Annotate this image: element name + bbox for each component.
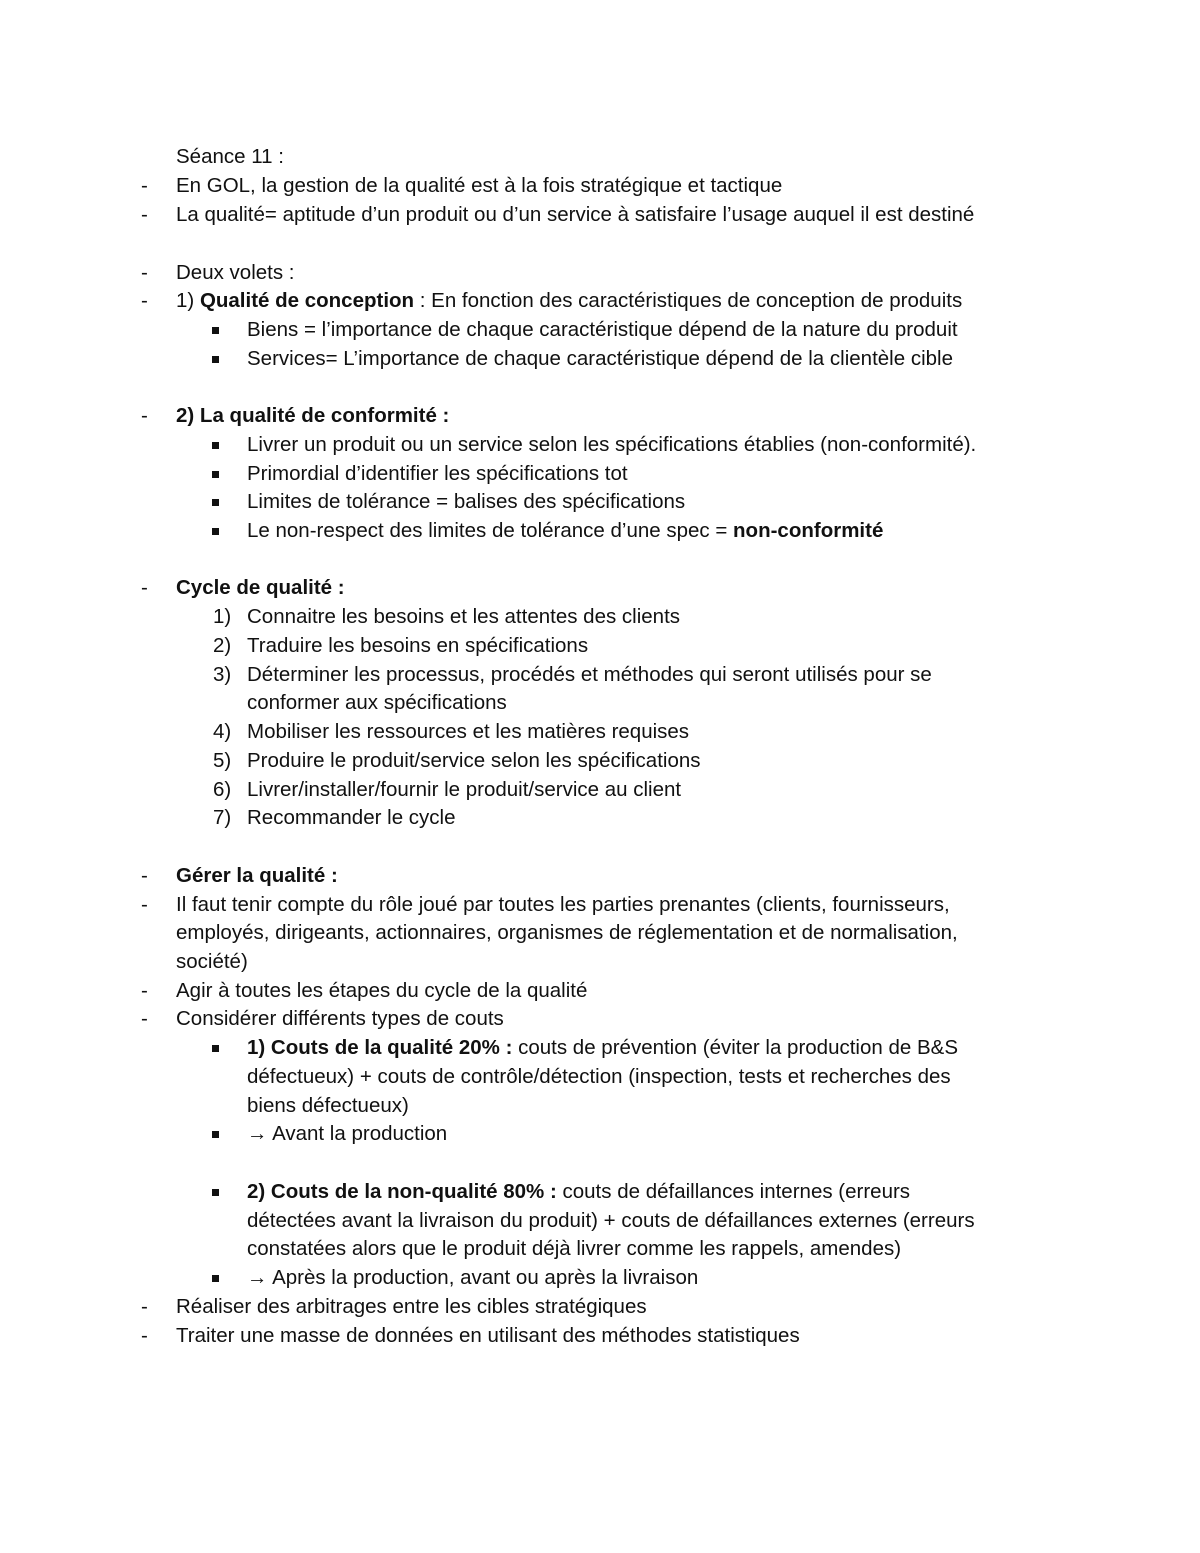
list-item: [0, 286, 1200, 315]
line-text: Connaitre les besoins et les attentes des clients: [247, 605, 681, 628]
list-item: [0, 1033, 1200, 1062]
list-item-continuation: [0, 947, 1200, 976]
line-text: Traiter une masse de données en utilisant des méthodes statistiques: [176, 1324, 800, 1347]
list-item: [0, 1177, 1200, 1206]
line-text: → Avant la production: [247, 1122, 448, 1145]
list-item: [0, 717, 1200, 746]
line-text: [176, 286, 962, 315]
line-text: Limites de tolérance = balises des spécifications: [247, 490, 686, 513]
list-item-continuation: [0, 1091, 1200, 1120]
dash-marker: -: [141, 289, 148, 312]
square-bullet-icon: [212, 1045, 219, 1052]
line-text-bold: 1) Couts de la qualité 20% :: [247, 1036, 513, 1059]
dash-marker: -: [141, 1324, 148, 1347]
list-item: [0, 344, 1200, 373]
list-item: [0, 573, 1200, 602]
number-marker: 7): [213, 806, 232, 829]
number-marker: 2): [213, 634, 232, 657]
list-item: [0, 430, 1200, 459]
list-item: [0, 602, 1200, 631]
list-item: [0, 803, 1200, 832]
line-text: constatées alors que le produit déjà livrer comme les rappels, amendes): [247, 1237, 902, 1260]
square-bullet-icon: [212, 1131, 219, 1138]
dash-marker: -: [141, 404, 148, 427]
dash-marker: -: [141, 864, 148, 887]
dash-marker: -: [141, 174, 148, 197]
line-text: [247, 516, 883, 545]
line-text-post: : En fonction des caractéristiques de conception de produits: [414, 289, 963, 312]
list-item: [0, 401, 1200, 430]
line-text: employés, dirigeants, actionnaires, organismes de réglementation et de normalisation,: [176, 921, 958, 944]
line-text: Biens = l’importance de chaque caractéristique dépend de la nature du produit: [247, 318, 958, 341]
line-text-post: couts de défaillances internes (erreurs: [556, 1180, 911, 1203]
line-text: [247, 1033, 958, 1062]
line-text: Deux volets :: [176, 261, 295, 284]
line-text-pre: 1): [176, 289, 200, 312]
title-text: Séance 11 :: [176, 145, 284, 168]
number-marker: 6): [213, 778, 232, 801]
line-text: défectueux) + couts de contrôle/détection (inspection, tests et recherches des: [247, 1065, 951, 1088]
dash-marker: -: [141, 261, 148, 284]
list-item: [0, 1321, 1200, 1350]
dash-marker: -: [141, 203, 148, 226]
line-text: → Après la production, avant ou après la livraison: [247, 1266, 699, 1289]
line-text: Livrer/installer/fournir le produit/service au client: [247, 778, 682, 801]
list-item: [0, 200, 1200, 229]
list-item: [0, 459, 1200, 488]
line-text: Il faut tenir compte du rôle joué par toutes les parties prenantes (clients, fournisseurs,: [176, 893, 950, 916]
line-text: Traduire les besoins en spécifications: [247, 634, 589, 657]
dash-marker: -: [141, 576, 148, 599]
line-text: Gérer la qualité :: [176, 864, 338, 887]
line-text: conformer aux spécifications: [247, 691, 507, 714]
line-text: Agir à toutes les étapes du cycle de la qualité: [176, 979, 588, 1002]
line-text: Produire le produit/service selon les spécifications: [247, 749, 701, 772]
list-item: [0, 1004, 1200, 1033]
line-text: détectées avant la livraison du produit) + couts de défaillances externes (erreurs: [247, 1209, 975, 1232]
number-marker: 4): [213, 720, 232, 743]
line-text-bold: non-conformité: [733, 519, 884, 542]
line-text: Considérer différents types de couts: [176, 1007, 504, 1030]
dash-marker: -: [141, 1295, 148, 1318]
dash-marker: -: [141, 893, 148, 916]
line-text: Services= L’importance de chaque caractéristique dépend de la clientèle cible: [247, 347, 953, 370]
number-marker: 3): [213, 663, 232, 686]
line-text-post: couts de prévention (éviter la production de B&S: [512, 1036, 958, 1059]
line-text: société): [176, 950, 248, 973]
square-bullet-icon: [212, 442, 219, 449]
line-text: Réaliser des arbitrages entre les cibles stratégiques: [176, 1295, 647, 1318]
list-item-continuation: [0, 1206, 1200, 1235]
square-bullet-icon: [212, 499, 219, 506]
list-item: [0, 775, 1200, 804]
list-item: [0, 487, 1200, 516]
line-text: biens défectueux): [247, 1094, 409, 1117]
square-bullet-icon: [212, 471, 219, 478]
line-text: Mobiliser les ressources et les matières requises: [247, 720, 690, 743]
number-marker: 5): [213, 749, 232, 772]
line-text: Livrer un produit ou un service selon les spécifications établies (non-conformité).: [247, 433, 977, 456]
list-item-continuation: [0, 1234, 1200, 1263]
list-item: [0, 746, 1200, 775]
list-item: [0, 171, 1200, 200]
square-bullet-icon: [212, 327, 219, 334]
list-item: [0, 1119, 1200, 1148]
list-item: [0, 516, 1200, 545]
page-title: [0, 142, 1200, 171]
list-item: [0, 861, 1200, 890]
list-item: [0, 315, 1200, 344]
list-item: [0, 631, 1200, 660]
list-item: [0, 660, 1200, 689]
list-item-continuation: [0, 688, 1200, 717]
line-text-pre: Le non-respect des limites de tolérance d’une spec =: [247, 519, 734, 542]
line-text: Cycle de qualité :: [176, 576, 345, 599]
line-text: 2) La qualité de conformité :: [176, 404, 450, 427]
line-text-bold: Qualité de conception: [199, 289, 415, 312]
list-item: [0, 258, 1200, 287]
list-item: [0, 976, 1200, 1005]
line-text: Déterminer les processus, procédés et méthodes qui seront utilisés pour se: [247, 663, 932, 686]
dash-marker: -: [141, 979, 148, 1002]
dash-marker: -: [141, 1007, 148, 1030]
list-item: [0, 1263, 1200, 1292]
square-bullet-icon: [212, 1275, 219, 1282]
list-item: [0, 1292, 1200, 1321]
line-text: La qualité= aptitude d’un produit ou d’un service à satisfaire l’usage auquel il est destiné: [176, 203, 975, 226]
line-text: Recommander le cycle: [247, 806, 456, 829]
line-text: En GOL, la gestion de la qualité est à la fois stratégique et tactique: [176, 174, 783, 197]
line-text-bold: 2) Couts de la non-qualité 80% :: [247, 1180, 557, 1203]
line-text: [247, 1177, 910, 1206]
number-marker: 1): [213, 605, 232, 628]
list-item-continuation: [0, 918, 1200, 947]
line-text: Primordial d’identifier les spécifications tot: [247, 462, 628, 485]
square-bullet-icon: [212, 356, 219, 363]
list-item: [0, 890, 1200, 919]
list-item-continuation: [0, 1062, 1200, 1091]
square-bullet-icon: [212, 1189, 219, 1196]
square-bullet-icon: [212, 528, 219, 535]
